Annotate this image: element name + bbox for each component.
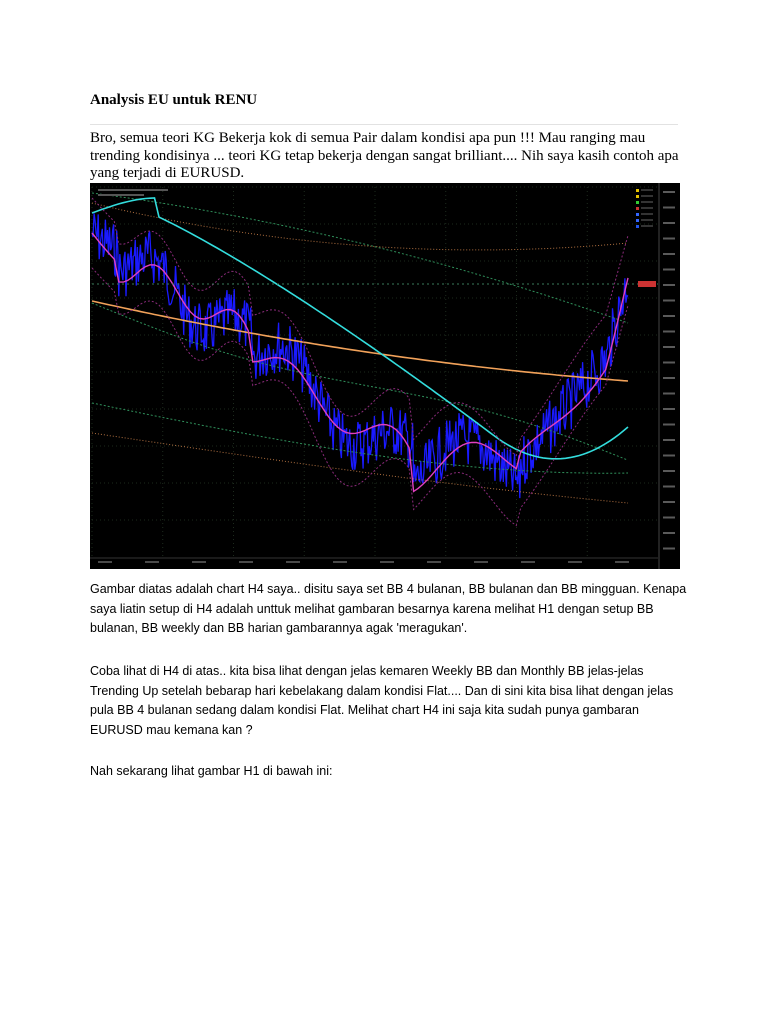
price-axis-tick [663,222,675,224]
price-axis-tick [663,408,675,410]
price-axis-tick [663,191,675,193]
price-axis-tick [663,393,675,395]
chart-canvas [90,183,680,569]
price-axis-tick [663,424,675,426]
price-axis-tick [663,284,675,286]
time-axis-tick [239,561,253,563]
price-axis-tick [663,331,675,333]
price-axis-tick [663,455,675,457]
price-axis-tick [663,315,675,317]
price-axis-tick [663,501,675,503]
time-axis-tick [192,561,206,563]
time-axis-tick [286,561,300,563]
price-axis-tick [663,207,675,209]
price-axis-tick [663,377,675,379]
paragraph-1: Gambar diatas adalah chart H4 saya.. disitu saya set BB 4 bulanan, BB bulanan dan BB mingguan. Kenapa saya liatin setup di H4 adalah unttuk melihat gambaran besarnya karena melihat H1 dengan setup BB bulanan, BB weekly dan BB harian gambarannya agak 'meragukan'. [90,582,687,635]
price-axis-tick [663,362,675,364]
time-axis-tick [521,561,535,563]
document-title: Analysis EU untuk RENU [90,92,258,108]
indicator-legend-strip [641,219,653,221]
indicator-legend-strip [641,189,653,191]
price-axis-tick [663,253,675,255]
indicator-legend-dot [636,225,639,228]
eurusd-h4-chart-image [90,183,680,569]
indicator-legend-strip [641,225,653,227]
price-axis-tick [663,486,675,488]
time-axis-tick [380,561,394,563]
indicator-legend-dot [636,207,639,210]
indicator-legend-strip [641,195,653,197]
title-divider [90,124,678,125]
price-axis-tick [663,439,675,441]
price-axis-tick [663,548,675,550]
current-price-marker [638,281,656,287]
indicator-legend-strip [98,194,144,196]
indicator-legend-dot [636,195,639,198]
paragraph-3: Nah sekarang lihat gambar H1 di bawah ini: [90,764,333,778]
indicator-legend-strip [641,201,653,203]
intro-paragraph: Bro, semua teori KG Bekerja kok di semua Pair dalam kondisi apa pun !!! Mau ranging mau trending kondisinya ... teori KG tetap bekerja dengan sangat brilliant.... Nih saya kasih contoh apa yang terjadi di EURUSD. [90,130,679,181]
time-axis-tick [615,561,629,563]
price-axis-tick [663,238,675,240]
indicator-legend-dot [636,201,639,204]
price-axis-tick [663,269,675,271]
indicator-legend-dot [636,213,639,216]
time-axis-tick [427,561,441,563]
price-axis-tick [663,532,675,534]
time-axis-tick [145,561,159,563]
indicator-legend-strip [641,207,653,209]
indicator-legend-dot [636,189,639,192]
indicator-legend-strip [641,213,653,215]
price-axis-tick [663,517,675,519]
time-axis-tick [333,561,347,563]
time-axis-tick [474,561,488,563]
paragraph-2: Coba lihat di H4 di atas.. kita bisa lihat dengan jelas kemaren Weekly BB dan Monthly BB jelas-jelas Trending Up setelah bebarap hari kebelakang dalam kondisi Flat.... Dan di sini kita bisa lihat dengan jelas pula BB 4 bulanan sedang dalam kondisi Flat. Melihat chart H4 ini saja kita sudah punya gambaran EURUSD mau kemana kan ? [90,664,674,737]
indicator-legend-dot [636,219,639,222]
indicator-legend-strip [98,189,168,191]
time-axis-tick [568,561,582,563]
time-axis-tick [98,561,112,563]
price-axis-tick [663,470,675,472]
price-axis-tick [663,346,675,348]
price-axis-tick [663,300,675,302]
